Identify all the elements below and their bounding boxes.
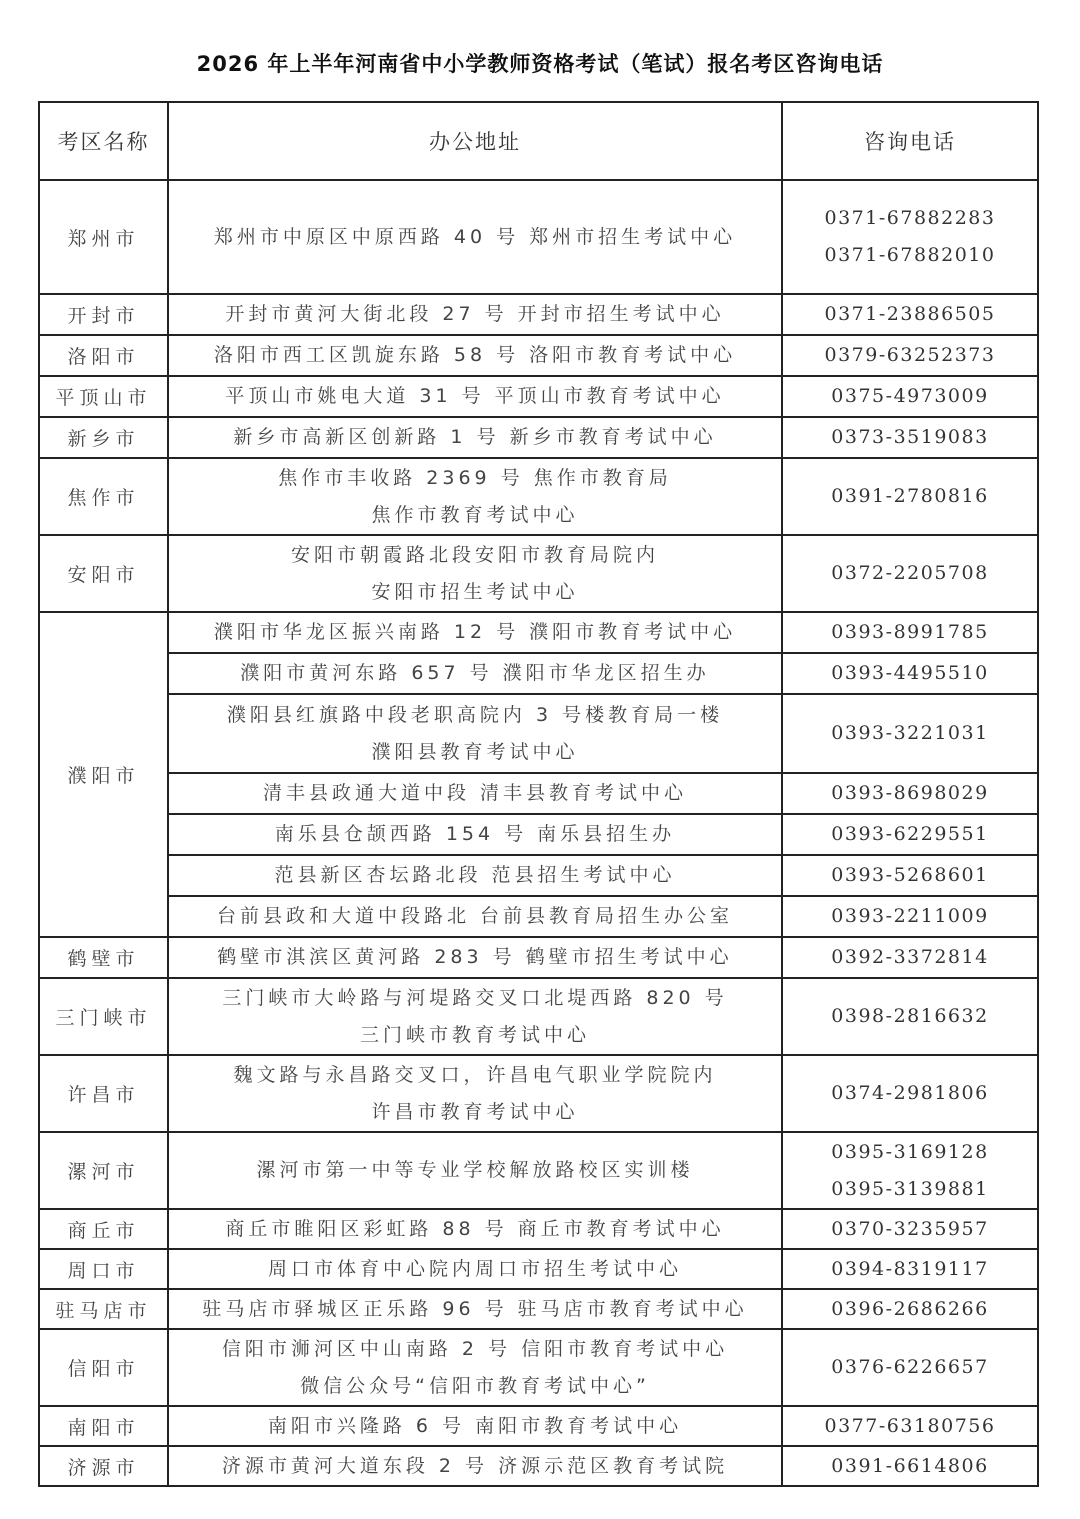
office-address <box>168 294 782 335</box>
phone-number <box>782 814 1038 855</box>
phone-line: 0394-8319117 <box>831 1257 989 1280</box>
exam-area-name: 漯河市 <box>39 1132 168 1209</box>
phone-number <box>782 535 1038 612</box>
phone-line: 0393-6229551 <box>831 823 989 845</box>
exam-area-name: 平顶山市 <box>39 376 168 417</box>
phone-number <box>782 458 1038 535</box>
phone-number <box>782 1055 1038 1132</box>
address-line: 鹤壁市淇滨区黄河路 283 号 鹤壁市招生考试中心 <box>217 946 733 968</box>
exam-area-name: 郑州市 <box>39 180 168 294</box>
table-row <box>39 458 1038 535</box>
phone-line: 0391-2780816 <box>831 485 989 507</box>
address-line: 范县新区杏坛路北段 范县招生考试中心 <box>274 864 676 886</box>
contact-table <box>38 101 1039 1487</box>
table-body <box>39 180 1038 1486</box>
office-address <box>168 1055 782 1132</box>
office-address <box>168 773 782 814</box>
phone-number <box>782 694 1038 773</box>
table-row <box>39 1406 1038 1446</box>
address-line: 新乡市高新区创新路 1 号 新乡市教育考试中心 <box>233 426 717 448</box>
address-line: 南乐县仓颉西路 154 号 南乐县招生办 <box>274 823 676 845</box>
exam-area-name: 焦作市 <box>39 458 168 535</box>
exam-area-name: 商丘市 <box>39 1209 168 1249</box>
phone-number <box>782 1249 1038 1289</box>
table-row <box>39 294 1038 335</box>
office-address <box>168 335 782 376</box>
table-row <box>39 1249 1038 1289</box>
phone-line: 0392-3372814 <box>831 946 989 968</box>
table-header-row <box>39 102 1038 180</box>
column-header-phone: 咨询电话 <box>782 102 1038 180</box>
phone-line: 0393-2211009 <box>831 905 989 927</box>
address-line: 三门峡市教育考试中心 <box>359 1023 590 1046</box>
address-line: 魏文路与永昌路交叉口，许昌电气职业学院院内 <box>233 1063 717 1086</box>
office-address <box>168 1209 782 1249</box>
address-line: 清丰县政通大道中段 清丰县教育考试中心 <box>262 782 688 804</box>
phone-number <box>782 653 1038 694</box>
address-line: 信阳市浉河区中山南路 2 号 信阳市教育考试中心 <box>221 1337 729 1360</box>
address-line: 周口市体育中心院内周口市招生考试中心 <box>267 1257 682 1280</box>
table-row <box>39 1055 1038 1132</box>
exam-area-name: 信阳市 <box>39 1329 168 1406</box>
office-address <box>168 1446 782 1486</box>
office-address <box>168 417 782 458</box>
office-address <box>168 855 782 896</box>
phone-line: 0393-8991785 <box>831 621 989 643</box>
table-row <box>39 535 1038 612</box>
table-row <box>39 1446 1038 1486</box>
phone-line: 0377-63180756 <box>824 1414 996 1437</box>
phone-number <box>782 1289 1038 1329</box>
table-row <box>39 376 1038 417</box>
table-row <box>39 335 1038 376</box>
table-row <box>39 180 1038 294</box>
phone-line: 0396-2686266 <box>831 1297 989 1320</box>
table-row <box>39 978 1038 1055</box>
address-line: 济源市黄河大道东段 2 号 济源示范区教育考试院 <box>221 1454 729 1477</box>
table-row <box>39 1289 1038 1329</box>
phone-line: 0379-63252373 <box>824 344 996 366</box>
column-header-city: 考区名称 <box>39 102 168 180</box>
table-row <box>39 814 1038 855</box>
table-row <box>39 417 1038 458</box>
exam-area-name: 新乡市 <box>39 417 168 458</box>
table-row <box>39 653 1038 694</box>
exam-area-name: 鹤壁市 <box>39 937 168 978</box>
office-address <box>168 814 782 855</box>
table-row <box>39 694 1038 773</box>
table-row <box>39 612 1038 653</box>
address-line: 濮阳县红旗路中段老职高院内 3 号楼教育局一楼 <box>226 703 724 726</box>
address-line: 濮阳县教育考试中心 <box>371 740 579 763</box>
phone-number <box>782 1446 1038 1486</box>
phone-line: 0398-2816632 <box>831 1005 989 1027</box>
office-address <box>168 1406 782 1446</box>
exam-area-name: 开封市 <box>39 294 168 335</box>
exam-area-name: 安阳市 <box>39 535 168 612</box>
exam-area-name: 驻马店市 <box>39 1289 168 1329</box>
phone-line: 0376-6226657 <box>831 1356 989 1378</box>
office-address <box>168 694 782 773</box>
phone-number <box>782 937 1038 978</box>
office-address <box>168 937 782 978</box>
phone-number <box>782 1406 1038 1446</box>
phone-line: 0375-4973009 <box>831 385 989 407</box>
address-line: 濮阳市黄河东路 657 号 濮阳市华龙区招生办 <box>240 662 710 684</box>
table-row <box>39 937 1038 978</box>
table-row <box>39 1132 1038 1209</box>
address-line: 洛阳市西工区凯旋东路 58 号 洛阳市教育考试中心 <box>213 344 737 366</box>
exam-area-name: 周口市 <box>39 1249 168 1289</box>
table-row <box>39 1329 1038 1406</box>
office-address <box>168 612 782 653</box>
office-address <box>168 1132 782 1209</box>
address-line: 安阳市招生考试中心 <box>371 580 579 603</box>
phone-line: 0393-5268601 <box>831 864 989 886</box>
table-row <box>39 773 1038 814</box>
phone-line: 0395-3139881 <box>831 1177 989 1200</box>
phone-number <box>782 180 1038 294</box>
address-line: 三门峡市大岭路与河堤路交叉口北堤西路 820 号 <box>222 986 728 1009</box>
phone-number <box>782 376 1038 417</box>
exam-area-name: 济源市 <box>39 1446 168 1486</box>
address-line: 安阳市朝霞路北段安阳市教育局院内 <box>290 543 659 566</box>
exam-area-name: 濮阳市 <box>39 612 168 937</box>
office-address <box>168 1329 782 1406</box>
office-address <box>168 535 782 612</box>
exam-area-name: 三门峡市 <box>39 978 168 1055</box>
phone-line: 0372-2205708 <box>831 562 989 584</box>
phone-number <box>782 773 1038 814</box>
table-row <box>39 1209 1038 1249</box>
phone-number <box>782 335 1038 376</box>
address-line: 漯河市第一中等专业学校解放路校区实训楼 <box>256 1159 694 1181</box>
phone-number <box>782 978 1038 1055</box>
address-line: 驻马店市驿城区正乐路 96 号 驻马店市教育考试中心 <box>202 1297 748 1320</box>
office-address <box>168 653 782 694</box>
address-line: 台前县政和大道中段路北 台前县教育局招生办公室 <box>216 905 734 927</box>
phone-number <box>782 1329 1038 1406</box>
office-address <box>168 180 782 294</box>
phone-line: 0373-3519083 <box>831 426 989 448</box>
address-line: 焦作市教育考试中心 <box>371 503 579 526</box>
page-title: 2026 年上半年河南省中小学教师资格考试（笔试）报名考区咨询电话 <box>196 52 884 76</box>
phone-line: 0370-3235957 <box>831 1217 989 1240</box>
phone-number <box>782 855 1038 896</box>
column-header-address: 办公地址 <box>168 102 782 180</box>
office-address <box>168 896 782 937</box>
phone-number <box>782 896 1038 937</box>
phone-line: 0393-4495510 <box>831 662 989 684</box>
exam-area-name: 南阳市 <box>39 1406 168 1446</box>
address-line: 郑州市中原区中原西路 40 号 郑州市招生考试中心 <box>213 225 737 248</box>
phone-line: 0371-67882010 <box>824 244 996 266</box>
phone-line: 0374-2981806 <box>831 1082 989 1104</box>
address-line: 平顶山市姚电大道 31 号 平顶山市教育考试中心 <box>225 385 725 407</box>
address-line: 微信公众号“信阳市教育考试中心” <box>300 1374 650 1397</box>
phone-number <box>782 1209 1038 1249</box>
address-line: 濮阳市华龙区振兴南路 12 号 濮阳市教育考试中心 <box>213 621 737 643</box>
phone-number <box>782 1132 1038 1209</box>
address-line: 商丘市睢阳区彩虹路 88 号 商丘市教育考试中心 <box>225 1217 725 1240</box>
office-address <box>168 978 782 1055</box>
address-line: 开封市黄河大街北段 27 号 开封市招生考试中心 <box>225 303 725 325</box>
table-row <box>39 896 1038 937</box>
table-row <box>39 855 1038 896</box>
phone-number <box>782 294 1038 335</box>
phone-line: 0391-6614806 <box>831 1454 989 1477</box>
address-line: 焦作市丰收路 2369 号 焦作市教育局 <box>278 466 672 489</box>
phone-number <box>782 417 1038 458</box>
address-line: 许昌市教育考试中心 <box>371 1100 579 1123</box>
phone-line: 0393-3221031 <box>831 722 989 744</box>
phone-line: 0371-67882283 <box>824 207 996 229</box>
address-line: 南阳市兴隆路 6 号 南阳市教育考试中心 <box>267 1414 683 1437</box>
phone-number <box>782 612 1038 653</box>
exam-area-name: 许昌市 <box>39 1055 168 1132</box>
office-address <box>168 458 782 535</box>
exam-area-name: 洛阳市 <box>39 335 168 376</box>
office-address <box>168 1249 782 1289</box>
office-address <box>168 1289 782 1329</box>
phone-line: 0393-8698029 <box>831 782 989 804</box>
phone-line: 0371-23886505 <box>824 303 996 325</box>
phone-line: 0395-3169128 <box>831 1140 989 1163</box>
office-address <box>168 376 782 417</box>
